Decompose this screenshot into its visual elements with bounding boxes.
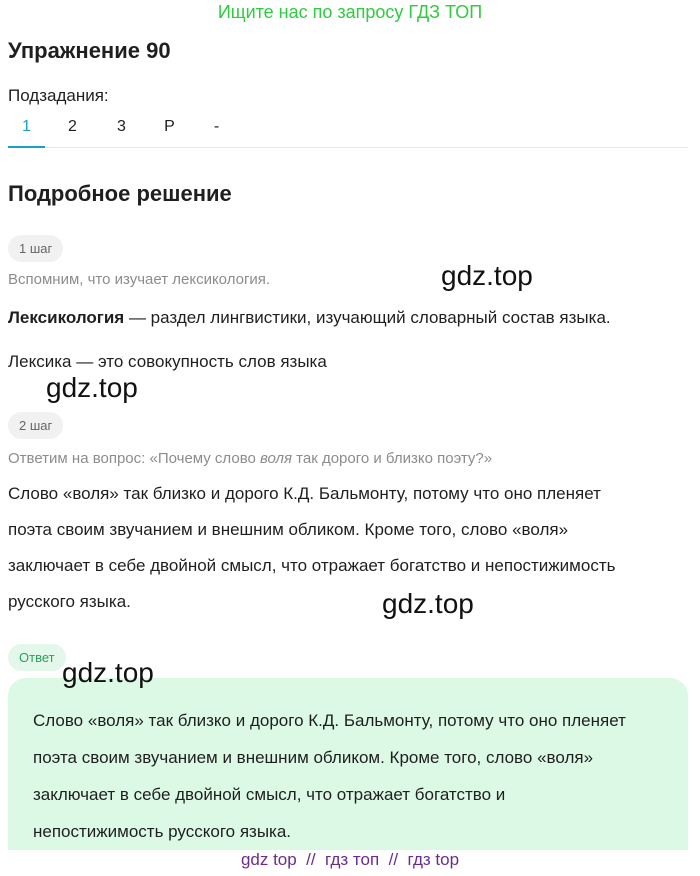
step-1-badge: 1 шаг — [8, 235, 63, 262]
answer-line: непостижимость русского языка. — [33, 822, 292, 841]
step-2-paragraph — [8, 476, 688, 620]
tab-subtask-2[interactable]: 2 — [68, 118, 77, 135]
answer-line: заключает в себе двойной смысл, что отражает богатство и — [33, 785, 506, 804]
step-1-definition — [8, 300, 688, 336]
answer-line: поэта своим звучанием и внешним обликом. Кроме того, слово «воля» — [33, 748, 594, 767]
step-2-hint — [8, 450, 492, 467]
watermark: gdz.top — [46, 372, 138, 403]
subtasks-label: Подзадания: — [8, 86, 109, 105]
paragraph-line: Слово «воля» так близко и дорого К.Д. Бальмонту, потому что оно пленяет — [8, 484, 601, 503]
term-lexicology: Лексикология — [8, 308, 125, 327]
step-1-hint: Вспомним, что изучает лексикология. — [8, 271, 271, 288]
step-2-badge: 2 шаг — [8, 412, 63, 439]
tab-subtask-1[interactable]: 1 — [8, 108, 45, 148]
watermark: gdz.top — [62, 657, 154, 688]
solution-title: Подробное решение — [8, 181, 232, 206]
definition-text: — раздел лингвистики, изучающий словарный состав языка. — [124, 308, 611, 327]
subtask-tabs — [8, 108, 688, 148]
answer-box — [8, 678, 688, 850]
watermark: gdz.top — [441, 260, 533, 291]
tab-subtask-r[interactable]: Р — [164, 118, 175, 135]
tab-subtask-dash[interactable]: - — [213, 118, 220, 135]
tab-subtask-3[interactable]: 3 — [117, 118, 126, 135]
watermark: gdz.top — [382, 588, 474, 619]
footer-watermark: gdz top // гдз топ // гдз top — [240, 850, 460, 869]
paragraph-line: русского языка. — [8, 592, 131, 611]
paragraph-line: поэта своим звучанием и внешним обликом. Кроме того, слово «воля» — [8, 520, 569, 539]
hint-prefix: Ответим на вопрос: «Почему слово — [8, 450, 261, 467]
paragraph-line: заключает в себе двойной смысл, что отражает богатство и непостижимость — [8, 556, 616, 575]
hint-suffix: так дорого и близко поэту?» — [292, 450, 493, 467]
page-title: Упражнение 90 — [8, 38, 171, 63]
answer-badge: Ответ — [8, 644, 66, 671]
search-banner: Ищите нас по запросу ГДЗ ТОП — [217, 2, 483, 22]
answer-line: Слово «воля» так близко и дорого К.Д. Бальмонту, потому что оно пленяет — [33, 711, 626, 730]
hint-word: воля — [260, 450, 293, 467]
step-1-line-2: Лексика — это совокупность слов языка — [8, 352, 327, 371]
answer-text — [33, 702, 673, 850]
